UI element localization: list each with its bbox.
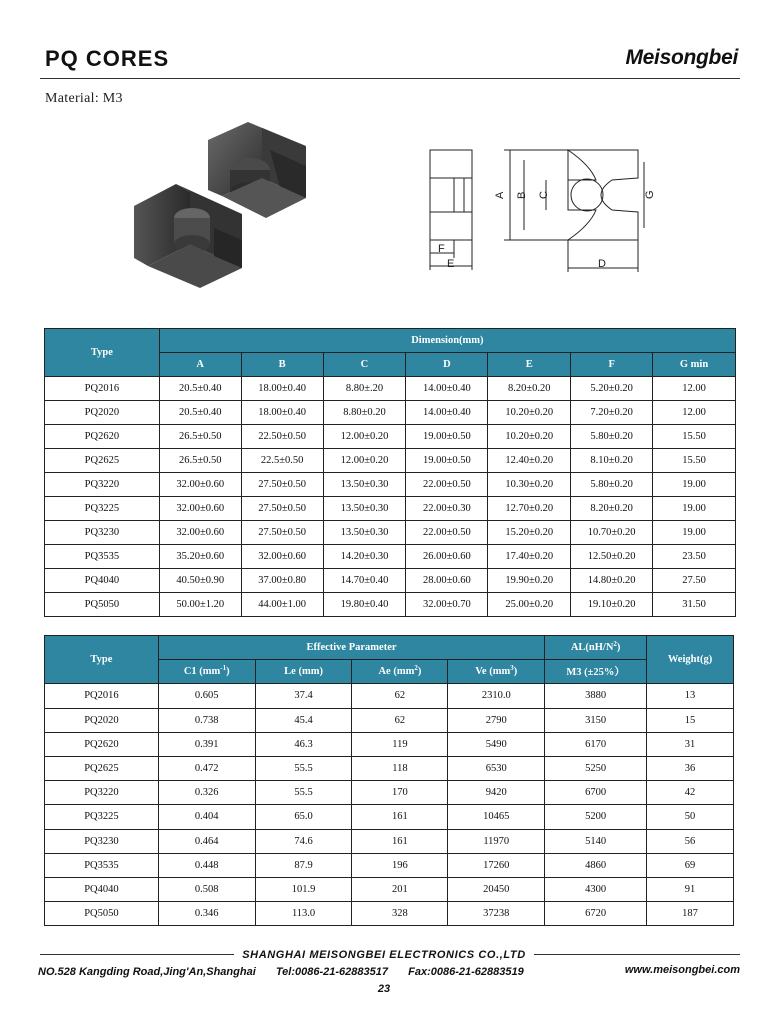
type-cell: PQ3535 [45, 545, 160, 569]
label-e: E [447, 258, 455, 270]
parameter-cell: 328 [352, 902, 448, 926]
table-row [45, 829, 734, 853]
parameter-cell: 196 [352, 853, 448, 877]
dimension-cell: 50.00±1.20 [159, 593, 241, 617]
parameter-cell: 4860 [545, 853, 647, 877]
dimension-cell: 14.80±0.20 [571, 569, 653, 593]
dimension-cell: 23.50 [653, 545, 736, 569]
header-divider [40, 78, 740, 79]
dimension-cell: 15.20±0.20 [488, 521, 571, 545]
type-cell: PQ4040 [45, 569, 160, 593]
type-cell: PQ2620 [45, 732, 159, 756]
table-row [45, 521, 736, 545]
dimension-cell: 22.5±0.50 [241, 449, 323, 473]
parameter-cell: 0.738 [158, 708, 255, 732]
parameter-cell: 118 [352, 756, 448, 780]
dimension-cell: 8.80±.20 [323, 377, 406, 401]
dimension-cell: 19.00±0.50 [406, 425, 488, 449]
parameter-cell: 0.391 [158, 732, 255, 756]
parameter-cell: 91 [647, 877, 734, 901]
parameter-cell: 0.326 [158, 781, 255, 805]
table-row [45, 401, 736, 425]
table-row [45, 756, 734, 780]
dimension-cell: 27.50±0.50 [241, 521, 323, 545]
parameter-cell: 0.346 [158, 902, 255, 926]
dimension-cell: 17.40±0.20 [488, 545, 571, 569]
dimension-cell: 5.80±0.20 [571, 425, 653, 449]
table-row [45, 449, 736, 473]
label-d: D [598, 258, 606, 270]
dimension-cell: 18.00±0.40 [241, 401, 323, 425]
dimension-cell: 15.50 [653, 449, 736, 473]
table-row [45, 593, 736, 617]
label-f: F [438, 243, 445, 255]
type-cell: PQ2020 [45, 401, 160, 425]
dimension-cell: 13.50±0.30 [323, 473, 406, 497]
type-cell: PQ5050 [45, 593, 160, 617]
parameter-cell: 74.6 [255, 829, 352, 853]
dim-type-header: Type [45, 329, 160, 377]
dimension-cell: 19.00 [653, 473, 736, 497]
dimension-cell: 27.50 [653, 569, 736, 593]
table-row [45, 425, 736, 449]
dimension-cell: 19.00±0.50 [406, 449, 488, 473]
parameter-cell: 45.4 [255, 708, 352, 732]
parameter-cell: 113.0 [255, 902, 352, 926]
dimension-cell: 10.70±0.20 [571, 521, 653, 545]
footer-website[interactable]: www.meisongbei.com [624, 964, 740, 976]
parameter-cell: 0.472 [158, 756, 255, 780]
dimension-cell: 40.50±0.90 [159, 569, 241, 593]
dimension-cell: 26.00±0.60 [406, 545, 488, 569]
page-title: PQ CORES [45, 46, 170, 71]
parameter-cell: 0.508 [158, 877, 255, 901]
table-row [45, 377, 736, 401]
type-cell: PQ3230 [45, 521, 160, 545]
dimension-cell: 12.70±0.20 [488, 497, 571, 521]
type-cell: PQ3225 [45, 497, 160, 521]
dim-col-header: F [571, 353, 653, 377]
dimension-cell: 14.00±0.40 [406, 377, 488, 401]
dimension-cell: 27.50±0.50 [241, 497, 323, 521]
parameter-cell: 170 [352, 781, 448, 805]
parameter-cell: 3150 [545, 708, 647, 732]
type-cell: PQ4040 [45, 877, 159, 901]
dimension-cell: 8.20±0.20 [488, 377, 571, 401]
parameter-cell: 10465 [448, 805, 545, 829]
parameter-cell: 0.448 [158, 853, 255, 877]
parameter-cell: 201 [352, 877, 448, 901]
parameter-cell: 37238 [448, 902, 545, 926]
type-cell: PQ2625 [45, 756, 159, 780]
dim-group-header: Dimension(mm) [159, 329, 735, 353]
dimension-cell: 31.50 [653, 593, 736, 617]
footer-company: SHANGHAI MEISONGBEI ELECTRONICS CO.,LTD [0, 949, 768, 961]
dimension-cell: 19.90±0.20 [488, 569, 571, 593]
parameter-cell: 69 [647, 853, 734, 877]
parameter-cell: 0.464 [158, 829, 255, 853]
dimension-cell: 27.50±0.50 [241, 473, 323, 497]
dimension-cell: 10.30±0.20 [488, 473, 571, 497]
parameter-cell: 9420 [448, 781, 545, 805]
dimension-drawing [420, 140, 656, 275]
table-row [45, 902, 734, 926]
dimension-cell: 10.20±0.20 [488, 401, 571, 425]
label-c: C [538, 191, 550, 199]
type-cell: PQ2016 [45, 684, 159, 708]
dimension-cell: 32.00±0.70 [406, 593, 488, 617]
dimension-cell: 19.00 [653, 521, 736, 545]
parameter-cell: 6700 [545, 781, 647, 805]
parameter-cell: 62 [352, 708, 448, 732]
type-cell: PQ3220 [45, 473, 160, 497]
parameter-cell: 37.4 [255, 684, 352, 708]
parameter-cell: 2310.0 [448, 684, 545, 708]
parameter-cell: 161 [352, 829, 448, 853]
dimension-cell: 12.00 [653, 401, 736, 425]
dimension-cell: 19.10±0.20 [571, 593, 653, 617]
parameter-cell: 2790 [448, 708, 545, 732]
parameter-cell: 65.0 [255, 805, 352, 829]
dimension-cell: 18.00±0.40 [241, 377, 323, 401]
parameter-cell: 31 [647, 732, 734, 756]
parameter-cell: 50 [647, 805, 734, 829]
parameter-cell: 87.9 [255, 853, 352, 877]
parameter-cell: 11970 [448, 829, 545, 853]
effective-parameter-table [44, 635, 734, 926]
dimension-cell: 20.5±0.40 [159, 401, 241, 425]
parameter-cell: 55.5 [255, 781, 352, 805]
type-cell: PQ5050 [45, 902, 159, 926]
eff-type-header: Type [45, 636, 159, 684]
dimension-cell: 5.80±0.20 [571, 473, 653, 497]
parameter-cell: 55.5 [255, 756, 352, 780]
parameter-cell: 6170 [545, 732, 647, 756]
parameter-cell: 161 [352, 805, 448, 829]
dimension-cell: 19.80±0.40 [323, 593, 406, 617]
dimension-cell: 14.70±0.40 [323, 569, 406, 593]
parameter-cell: 101.9 [255, 877, 352, 901]
dimension-cell: 5.20±0.20 [571, 377, 653, 401]
type-cell: PQ2016 [45, 377, 160, 401]
parameter-cell: 0.404 [158, 805, 255, 829]
dimension-cell: 8.20±0.20 [571, 497, 653, 521]
eff-group-header: Effective Parameter [158, 636, 544, 660]
table-row [45, 473, 736, 497]
dimension-cell: 37.00±0.80 [241, 569, 323, 593]
material-label: Material: M3 [45, 91, 123, 106]
parameter-cell: 5200 [545, 805, 647, 829]
dimension-cell: 25.00±0.20 [488, 593, 571, 617]
dimension-cell: 44.00±1.00 [241, 593, 323, 617]
dimension-cell: 22.50±0.50 [241, 425, 323, 449]
dim-col-header: G min [653, 353, 736, 377]
footer-fax: Fax:0086-21-62883519 [408, 966, 524, 978]
dimension-cell: 12.00±0.20 [323, 449, 406, 473]
weight-header: Weight(g) [647, 636, 734, 684]
parameter-cell: 36 [647, 756, 734, 780]
dimension-cell: 32.00±0.60 [159, 521, 241, 545]
dimension-cell: 22.00±0.30 [406, 497, 488, 521]
dim-col-header: E [488, 353, 571, 377]
table-row [45, 497, 736, 521]
dim-col-header: B [241, 353, 323, 377]
type-cell: PQ3225 [45, 805, 159, 829]
dimension-cell: 32.00±0.60 [241, 545, 323, 569]
type-cell: PQ3220 [45, 781, 159, 805]
table-row [45, 805, 734, 829]
type-cell: PQ2625 [45, 449, 160, 473]
type-cell: PQ2620 [45, 425, 160, 449]
parameter-cell: 0.605 [158, 684, 255, 708]
al-header: $AL(nH/N^2)$ [545, 636, 647, 660]
type-cell: PQ3230 [45, 829, 159, 853]
footer-tel: Tel:0086-21-62883517 [275, 966, 388, 978]
table-row [45, 877, 734, 901]
parameter-cell: 119 [352, 732, 448, 756]
dimension-cell: 15.50 [653, 425, 736, 449]
dimension-table [44, 328, 736, 617]
parameter-cell: 187 [647, 902, 734, 926]
parameter-cell: 46.3 [255, 732, 352, 756]
ve-header: Ve $(mm^3)$ [448, 660, 545, 684]
dim-col-header: C [323, 353, 406, 377]
type-cell: PQ3535 [45, 853, 159, 877]
dimension-cell: 32.00±0.60 [159, 473, 241, 497]
al-subheader: M3 (±25%） [545, 660, 647, 684]
parameter-cell: 5490 [448, 732, 545, 756]
parameter-cell: 13 [647, 684, 734, 708]
page-number: 23 [377, 983, 391, 995]
c1-header: C1 $(mm^{-1})$ [158, 660, 255, 684]
dimension-cell: 7.20±0.20 [571, 401, 653, 425]
dimension-cell: 35.20±0.60 [159, 545, 241, 569]
footer-address: NO.528 Kangding Road,Jing'An,Shanghai [38, 966, 256, 978]
parameter-cell: 62 [352, 684, 448, 708]
dimension-cell: 14.00±0.40 [406, 401, 488, 425]
dimension-cell: 12.00 [653, 377, 736, 401]
parameter-cell: 17260 [448, 853, 545, 877]
dimension-cell: 22.00±0.50 [406, 473, 488, 497]
dimension-cell: 12.00±0.20 [323, 425, 406, 449]
parameter-cell: 15 [647, 708, 734, 732]
dimension-cell: 26.5±0.50 [159, 449, 241, 473]
label-b: B [516, 191, 528, 199]
brand-logo: Meisongbei [625, 46, 738, 69]
table-row [45, 545, 736, 569]
dimension-cell: 28.00±0.60 [406, 569, 488, 593]
parameter-cell: 4300 [545, 877, 647, 901]
parameter-cell: 5250 [545, 756, 647, 780]
dimension-cell: 13.50±0.30 [323, 521, 406, 545]
dimension-cell: 13.50±0.30 [323, 497, 406, 521]
le-header: Le (mm) [255, 660, 352, 684]
footer-contact [38, 966, 740, 978]
dimension-cell: 26.5±0.50 [159, 425, 241, 449]
type-cell: PQ2020 [45, 708, 159, 732]
dimension-cell: 22.00±0.50 [406, 521, 488, 545]
parameter-cell: 6720 [545, 902, 647, 926]
dimension-cell: 19.00 [653, 497, 736, 521]
dimension-cell: 8.80±0.20 [323, 401, 406, 425]
table-row [45, 732, 734, 756]
dimension-cell: 12.50±0.20 [571, 545, 653, 569]
table-row [45, 853, 734, 877]
table-row [45, 781, 734, 805]
dimension-cell: 32.00±0.60 [159, 497, 241, 521]
dimension-cell: 8.10±0.20 [571, 449, 653, 473]
parameter-cell: 3880 [545, 684, 647, 708]
dimension-cell: 10.20±0.20 [488, 425, 571, 449]
dim-col-header: A [159, 353, 241, 377]
dimension-cell: 20.5±0.40 [159, 377, 241, 401]
dim-col-header: D [406, 353, 488, 377]
ae-header: Ae $(mm^2)$ [352, 660, 448, 684]
table-row [45, 708, 734, 732]
label-g: G [644, 190, 656, 199]
label-a: A [494, 191, 506, 199]
parameter-cell: 42 [647, 781, 734, 805]
dimension-cell: 14.20±0.30 [323, 545, 406, 569]
parameter-cell: 5140 [545, 829, 647, 853]
dimension-cell: 12.40±0.20 [488, 449, 571, 473]
table-row [45, 684, 734, 708]
parameter-cell: 56 [647, 829, 734, 853]
parameter-cell: 20450 [448, 877, 545, 901]
table-row [45, 569, 736, 593]
core-photo [130, 118, 320, 288]
parameter-cell: 6530 [448, 756, 545, 780]
